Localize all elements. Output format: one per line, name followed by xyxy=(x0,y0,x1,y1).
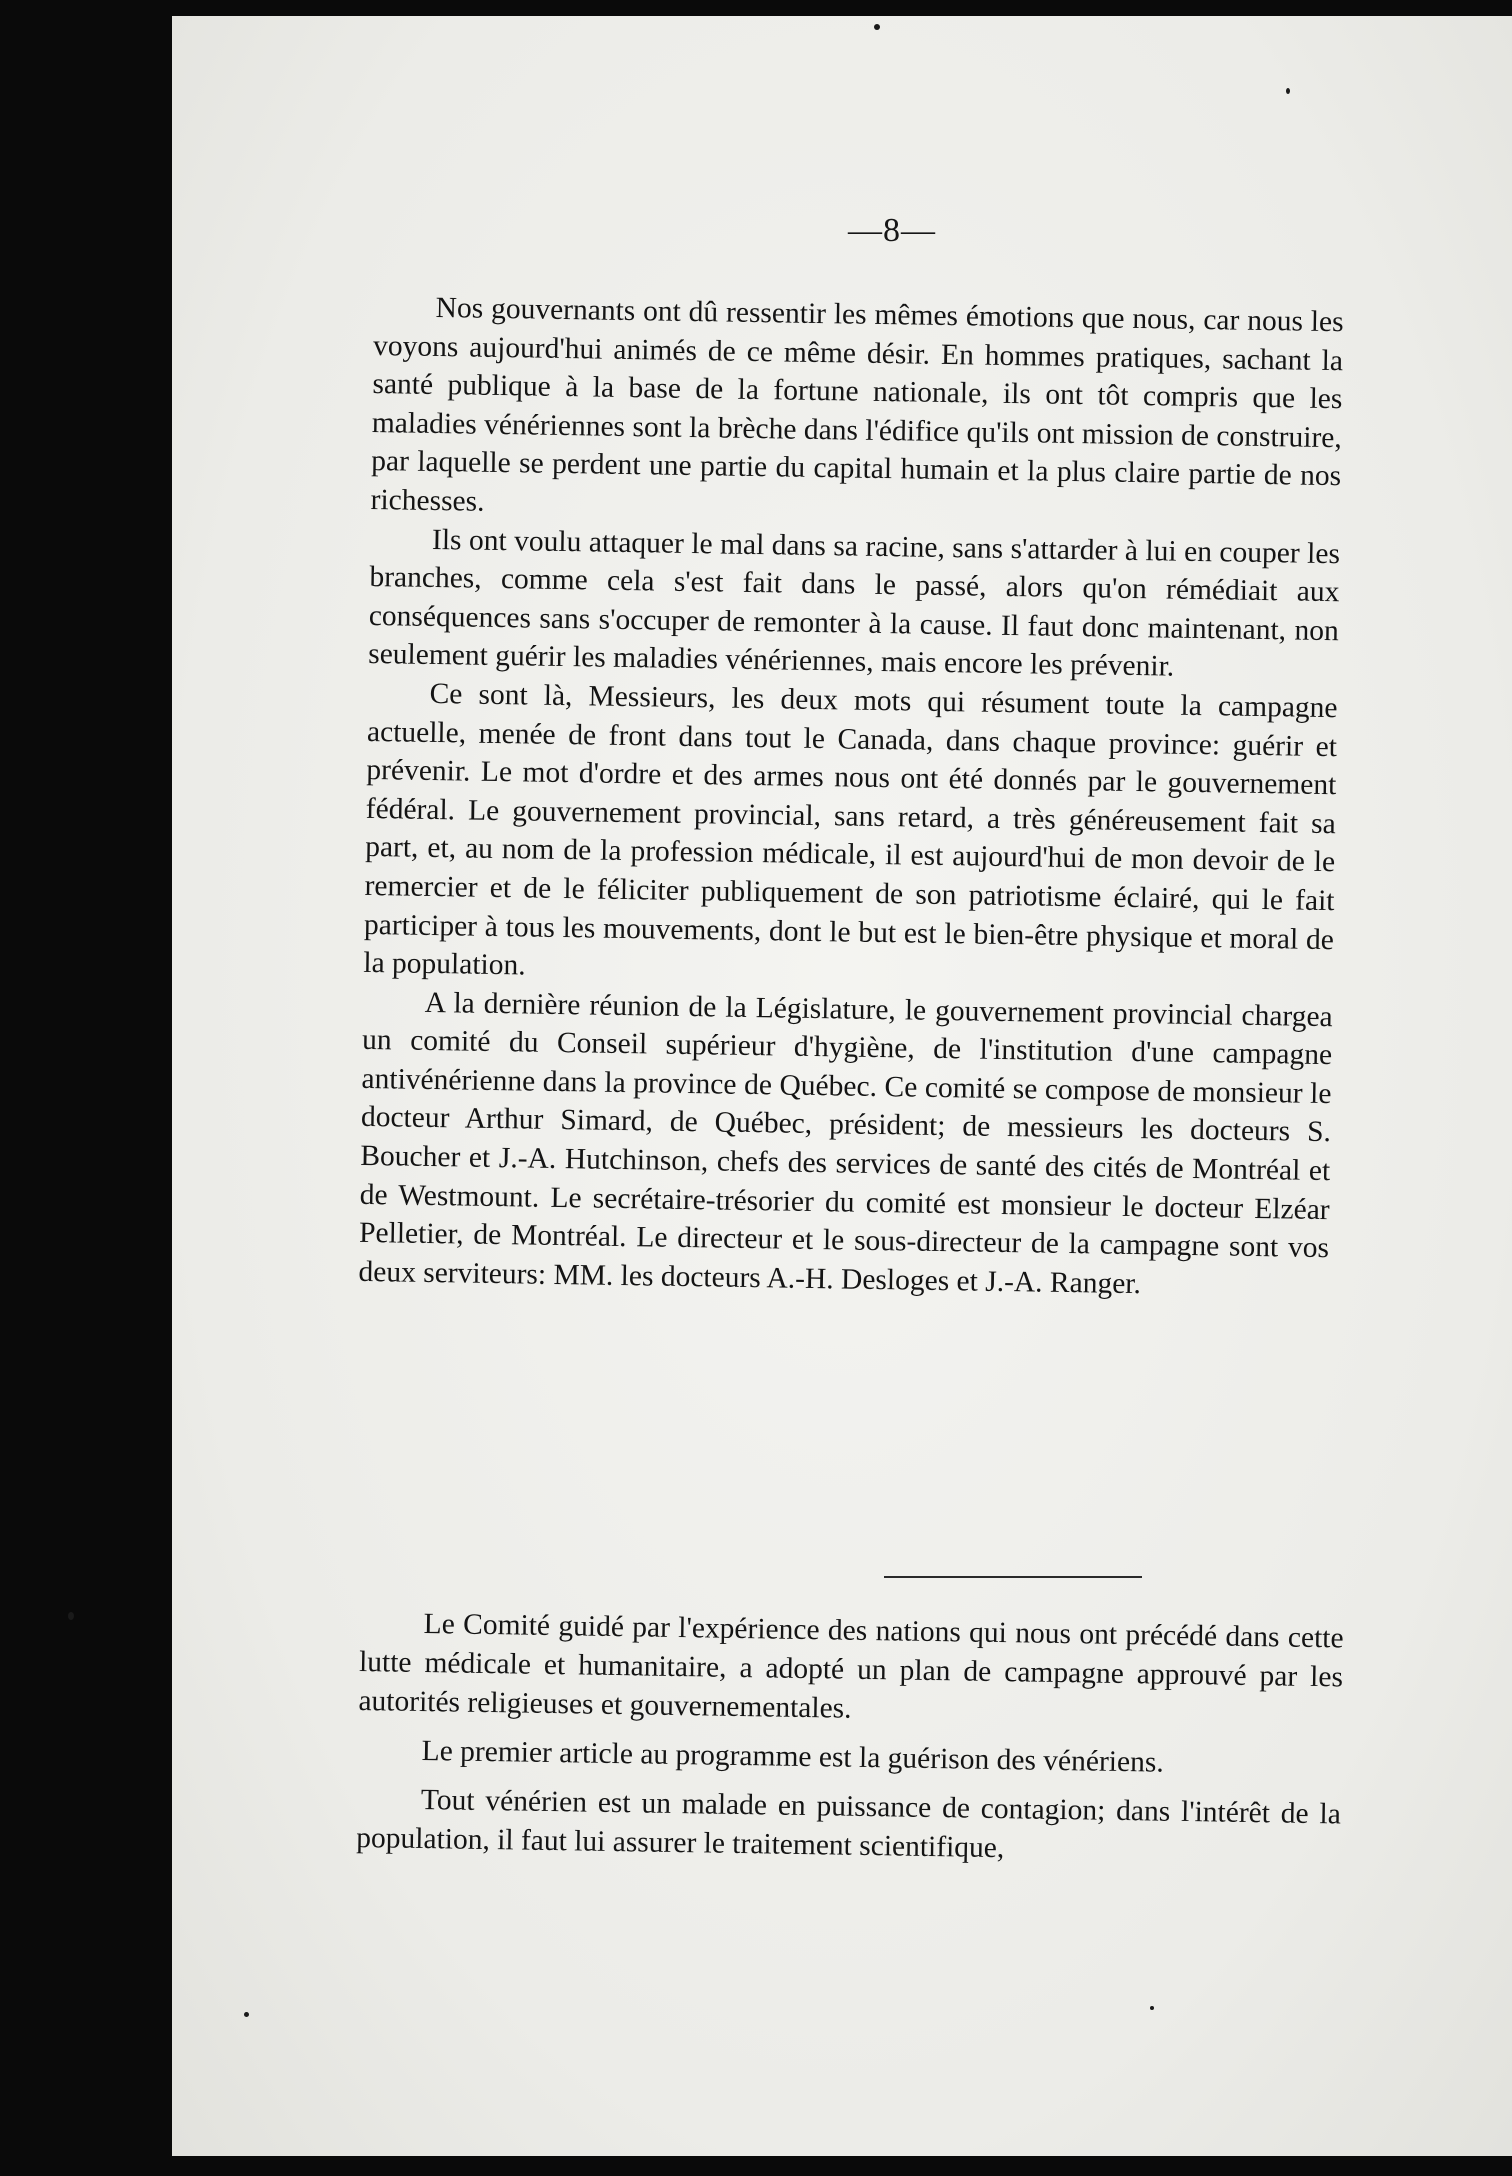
scanned-page xyxy=(172,16,1512,2156)
upper-text-block xyxy=(358,288,1344,1307)
paragraph-5: Le Comité guidé par l'expérience des nations qui nous ont précédé dans cette lutte médicale et humanitaire, a adopté un plan de campagne approuvé par les autorités religieuses et gouvernementales. xyxy=(358,1608,1344,1725)
paragraph-7: Tout vénérien est un malade en puissance de contagion; dans l'intérêt de la population, il faut lui assurer le traitement scientifique, xyxy=(356,1783,1342,1865)
dust-speck xyxy=(874,24,880,30)
dust-speck xyxy=(1150,2006,1154,2010)
paragraph-4: A la dernière réunion de la Législature, le gouvernement provincial chargea un comité du Conseil supérieur d'hygiène, de l'institution d'une campagne antivénérienne dans la province de Québec. Ce comité se compose de monsieur le docteur Arthur Simard, de Québec, président; de messieurs les docteurs S. Boucher et J.-A. Hutchinson, chefs des services de santé des cités de Montréal et de Westmount. Le secrétaire-trésorier du comité est monsieur le docteur Elzéar Pelletier, de Montréal. Le directeur et le sous-directeur de la campagne sont vos deux serviteurs: MM. les docteurs A.-H. Desloges et J.-A. Ranger. xyxy=(358,986,1333,1301)
paragraph-1: Nos gouvernants ont dû ressentir les mêmes émotions que nous, car nous les voyons aujourd'hui animés de ce même désir. En hommes pratiques, sachant la santé publique à la base de la fortune nationale, ils ont tôt compris que les maladies vénériennes sont la brèche dans l'édifice qu'ils ont mission de construire, par laquelle se perdent une partie du capital humain et la plus claire partie de nos richesses. xyxy=(370,291,1344,518)
dust-speck xyxy=(244,2012,249,2017)
paragraph-2: Ils ont voulu attaquer le mal dans sa racine, sans s'attarder à lui en couper les branches, comme cela s'est fait dans le passé, alors qu'on rémédiait aux conséquences sans s'occuper de remonter à la cause. Il faut donc maintenant, non seulement guérir les maladies vénériennes, mais encore les prévenir. xyxy=(367,523,1341,683)
section-separator xyxy=(884,1576,1142,1578)
page-number: —8— xyxy=(848,212,936,249)
dust-speck xyxy=(1286,88,1290,94)
dust-speck xyxy=(68,1612,74,1620)
paragraph-6: Le premier article au programme est la guérison des vénériens. xyxy=(421,1734,1164,1779)
paragraph-3: Ce sont là, Messieurs, les deux mots qui résument toute la campagne actuelle, menée de front dans tout le Canada, dans chaque province: guérir et prévenir. Le mot d'ordre et des armes nous ont été donnés par le gouvernement fédéral. Le gouvernement provincial, sans retard, a très généreusement fait sa part, et, au nom de la profession médicale, il est aujourd'hui de mon devoir de le remercier et de le féliciter publiquement de son patriotisme éclairé, qui le fait participer à tous les mouvements, dont le but est le bien-être physique et moral de la population. xyxy=(363,677,1338,982)
lower-text-block xyxy=(356,1604,1344,1883)
